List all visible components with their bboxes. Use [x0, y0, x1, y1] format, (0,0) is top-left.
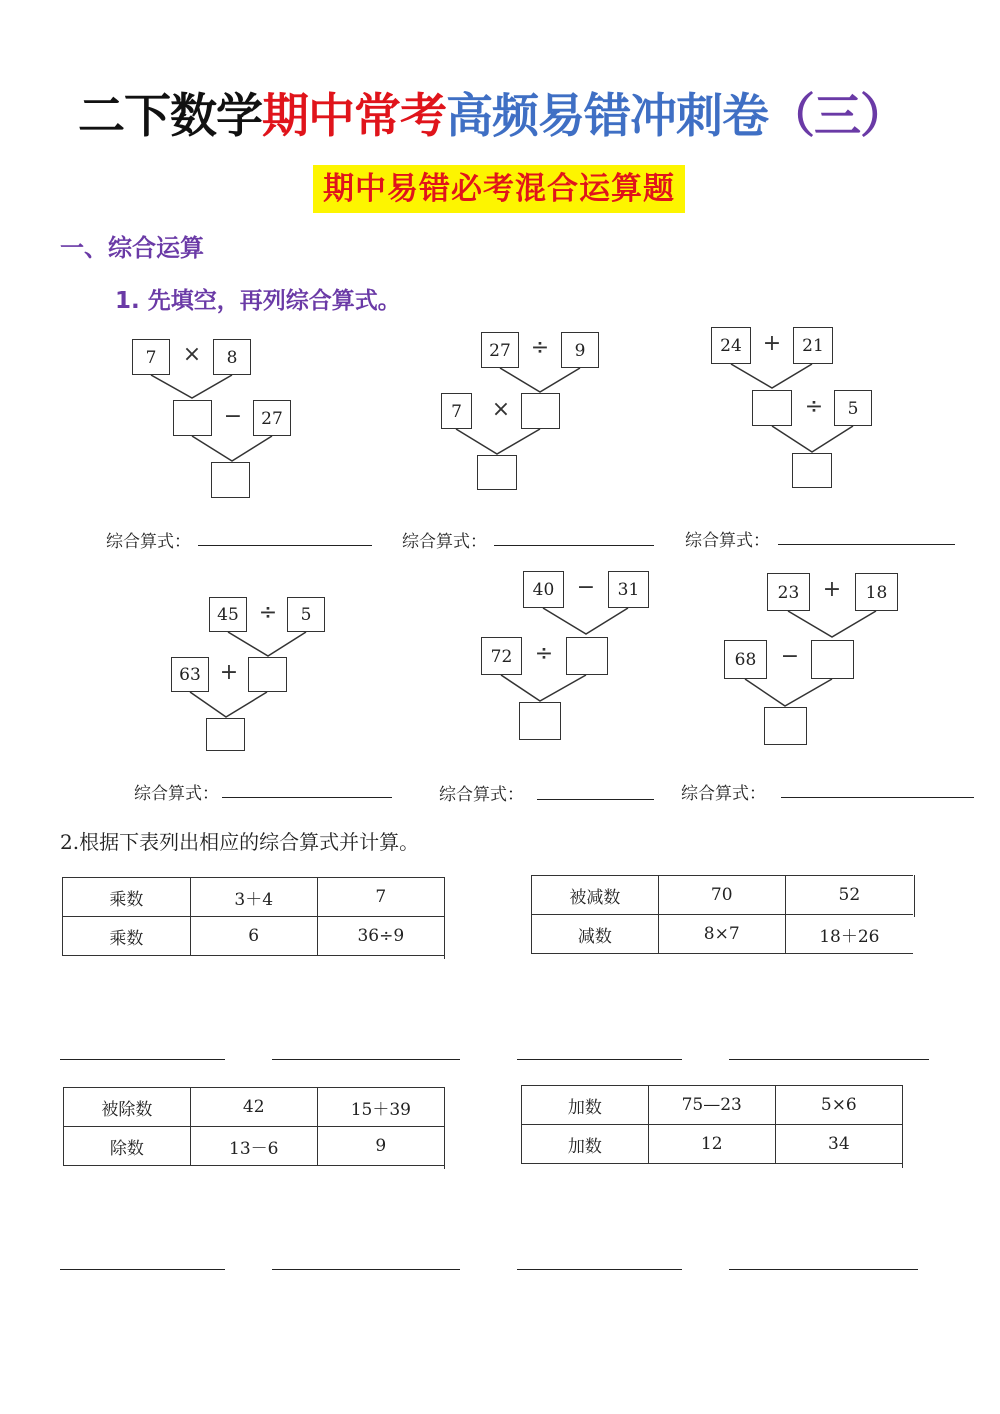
tree6-top-right-box: 18 — [855, 573, 898, 611]
tree3-mid-operator: ÷ — [804, 394, 824, 419]
tree2-mid-right-box[interactable] — [521, 393, 560, 429]
title-part-2: 期中常考 — [262, 89, 446, 144]
question-2-prompt: 2.根据下表列出相应的综合算式并计算。 — [60, 830, 420, 854]
table-row — [64, 1127, 445, 1166]
table-cell: 52 — [785, 876, 913, 915]
tree1-mid-left-box[interactable] — [173, 400, 212, 436]
tree3-result-box[interactable] — [792, 453, 832, 488]
table-cell: 13－6 — [190, 1127, 317, 1166]
table-cell: 42 — [190, 1088, 317, 1127]
table-cell: 8×7 — [658, 915, 785, 954]
formula-label: 综合算式： — [134, 784, 219, 804]
formula-label: 综合算式： — [402, 532, 487, 552]
table-cell: 加数 — [522, 1125, 649, 1164]
tree5-mid-operator: ÷ — [534, 641, 554, 666]
tree3-top-left-box: 24 — [711, 327, 751, 364]
tree5-top-operator: − — [576, 575, 596, 600]
tree2-result-box[interactable] — [477, 455, 517, 490]
answer-line[interactable] — [517, 1269, 682, 1270]
table-cell: 被除数 — [64, 1088, 191, 1127]
formula-answer-line[interactable] — [494, 545, 654, 546]
formula-answer-line[interactable] — [222, 797, 392, 798]
tree5-top-left-box: 40 — [523, 571, 564, 608]
tree1-result-box[interactable] — [211, 462, 250, 498]
table-cell: 3＋4 — [190, 878, 317, 917]
table-row — [532, 876, 914, 915]
answer-line[interactable] — [272, 1269, 460, 1270]
table-cell: 70 — [658, 876, 785, 915]
table-row — [63, 878, 445, 917]
table-cell: 7 — [317, 878, 444, 917]
formula-answer-line[interactable] — [781, 797, 974, 798]
table-cell: 乘数 — [63, 878, 191, 917]
tree5-mid-right-box[interactable] — [566, 637, 608, 675]
tree1-top-operator: × — [182, 342, 202, 367]
answer-line[interactable] — [60, 1059, 225, 1060]
answer-line[interactable] — [272, 1059, 460, 1060]
subtitle-banner: 期中易错必考混合运算题 — [313, 165, 685, 213]
tree5-top-right-box: 31 — [608, 571, 649, 608]
tree4-mid-left-box: 63 — [171, 657, 209, 692]
tree6-mid-operator: − — [780, 644, 800, 669]
formula-label: 综合算式： — [685, 531, 770, 551]
tree6-mid-left-box: 68 — [724, 640, 767, 679]
question-1-prompt: 1. 先填空，再列综合算式。 — [115, 288, 401, 314]
answer-line[interactable] — [60, 1269, 225, 1270]
tree2-top-right-box: 9 — [561, 332, 599, 368]
table-cell: 5×6 — [775, 1086, 902, 1125]
formula-answer-line[interactable] — [778, 544, 955, 545]
tree1-top-right-box: 8 — [213, 339, 251, 375]
table-row — [64, 1088, 445, 1127]
title-part-1: 二下数学 — [78, 89, 262, 144]
tree4-mid-operator: + — [219, 660, 239, 685]
formula-label: 综合算式： — [106, 532, 191, 552]
table-cell: 36÷9 — [317, 917, 444, 956]
tree3-mid-left-box[interactable] — [752, 390, 792, 426]
formula-answer-line[interactable] — [198, 545, 372, 546]
table-cell: 12 — [648, 1125, 775, 1164]
tree2-top-left-box: 27 — [481, 332, 519, 368]
answer-line[interactable] — [729, 1059, 929, 1060]
table-cell: 除数 — [64, 1127, 191, 1166]
answer-line[interactable] — [729, 1269, 918, 1270]
page-title — [78, 82, 906, 152]
answer-line[interactable] — [517, 1059, 682, 1060]
table-row — [532, 915, 914, 954]
tree5-mid-left-box: 72 — [481, 637, 522, 675]
table-cell: 34 — [775, 1125, 902, 1164]
tree2-top-operator: ÷ — [530, 335, 550, 360]
formula-answer-line[interactable] — [537, 799, 654, 800]
tree2-mid-operator: × — [491, 397, 511, 422]
tree6-top-left-box: 23 — [767, 573, 810, 611]
table-row — [63, 917, 445, 956]
tree1-mid-right-box: 27 — [253, 400, 291, 436]
tree4-top-left-box: 45 — [209, 597, 247, 632]
tree2-mid-left-box: 7 — [441, 393, 472, 429]
tree6-top-operator: + — [822, 577, 842, 602]
tree3-top-operator: + — [762, 331, 782, 356]
table-cell: 加数 — [522, 1086, 649, 1125]
title-part-3: 高频易错冲刺卷 — [446, 89, 768, 144]
table-cell: 6 — [190, 917, 317, 956]
table-row — [522, 1125, 903, 1164]
tree4-top-operator: ÷ — [258, 600, 278, 625]
tree1-mid-operator: − — [223, 404, 243, 429]
tree3-top-right-box: 21 — [793, 327, 833, 364]
tree5-result-box[interactable] — [519, 702, 561, 740]
table-cell: 9 — [317, 1127, 444, 1166]
tree6-mid-right-box[interactable] — [811, 640, 854, 679]
tree6-result-box[interactable] — [764, 707, 807, 745]
tree3-mid-right-box: 5 — [834, 390, 872, 426]
section-heading: 一、综合运算 — [60, 234, 204, 262]
tree4-mid-right-box[interactable] — [248, 657, 287, 692]
title-part-4: （三） — [768, 89, 906, 144]
table-cell: 被减数 — [532, 876, 659, 915]
table-cell: 减数 — [532, 915, 659, 954]
table-cell: 乘数 — [63, 917, 191, 956]
formula-label: 综合算式： — [439, 785, 524, 805]
table-cell: 15＋39 — [317, 1088, 444, 1127]
table-cell: 75—23 — [648, 1086, 775, 1125]
tree4-result-box[interactable] — [206, 718, 245, 751]
table-cell: 18＋26 — [785, 915, 913, 954]
tree1-top-left-box: 7 — [132, 339, 170, 375]
table-row — [522, 1086, 903, 1125]
tree4-top-right-box: 5 — [287, 597, 325, 632]
formula-label: 综合算式： — [681, 784, 766, 804]
